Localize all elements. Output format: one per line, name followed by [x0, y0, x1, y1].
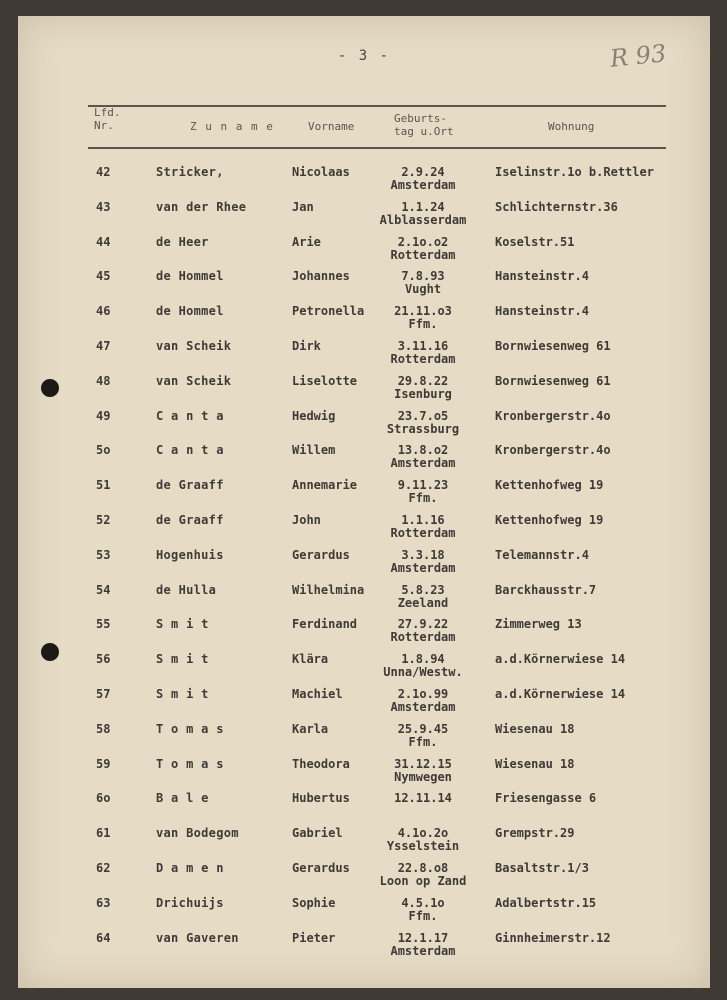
birth-cell [368, 827, 478, 853]
table-row [18, 410, 710, 445]
row-number: 44 [96, 234, 111, 249]
birth-place: Ffm. [408, 491, 438, 506]
row-number: 64 [96, 930, 111, 945]
address-cell: Bornwiesenweg 61 [495, 339, 611, 353]
header-birth: Geburts- tag u.Ort [394, 112, 454, 138]
table-row [18, 653, 710, 688]
firstname-cell: Dirk [292, 339, 321, 353]
row-number: 6o [96, 791, 111, 806]
surname-cell: van Scheik [156, 373, 232, 388]
birth-date: 21.11.o3 [394, 304, 452, 319]
birth-date: 1.8.94 [401, 652, 445, 667]
firstname-cell: Gerardus [292, 547, 350, 562]
birth-place: Strassburg [386, 421, 460, 436]
surname-cell: de Graaff [156, 478, 224, 493]
table-row [18, 827, 710, 862]
birth-cell [368, 410, 478, 436]
surname-cell: Stricker, [156, 165, 224, 179]
birth-place: Amsterdam [390, 560, 456, 575]
document-page [18, 16, 710, 988]
birth-cell [368, 723, 478, 749]
firstname-cell: Nicolaas [292, 165, 350, 179]
surname-cell: D a m e n [156, 861, 224, 875]
row-number: 42 [96, 165, 111, 179]
birth-cell [368, 758, 478, 784]
birth-cell [368, 549, 478, 575]
firstname-cell: Gerardus [292, 861, 350, 875]
address-cell: Hansteinstr.4 [495, 269, 589, 284]
firstname-cell: Hedwig [292, 408, 336, 423]
address-cell: Zimmerweg 13 [495, 617, 582, 632]
birth-date: 1.1.16 [401, 513, 445, 527]
birth-place: Zeeland [397, 595, 449, 610]
address-cell: a.d.Körnerwiese 14 [495, 652, 626, 667]
table-row [18, 897, 710, 932]
birth-cell [368, 236, 478, 262]
birth-place: Rotterdam [390, 352, 456, 366]
birth-cell [368, 270, 478, 296]
birth-date: 9.11.23 [397, 478, 449, 493]
surname-cell: S m i t [156, 687, 209, 701]
birth-date: 22.8.o8 [397, 861, 449, 875]
address-cell: Kronbergerstr.4o [495, 443, 611, 458]
surname-cell: T o m a s [156, 756, 224, 771]
table-row [18, 862, 710, 897]
firstname-cell: Willem [292, 443, 336, 458]
address-cell: Schlichternstr.36 [495, 199, 618, 214]
birth-date: 4.1o.2o [397, 826, 449, 841]
birth-place: Isenburg [394, 386, 452, 401]
firstname-cell: Petronella [292, 304, 365, 319]
header-home: Wohnung [548, 120, 595, 133]
table-row [18, 618, 710, 653]
surname-cell: S m i t [156, 652, 209, 667]
header-bottom-rule [88, 147, 666, 149]
table-row [18, 340, 710, 375]
surname-cell: S m i t [156, 617, 209, 632]
surname-cell: C a n t a [156, 443, 224, 458]
birth-date: 23.7.o5 [397, 408, 449, 423]
table-row [18, 270, 710, 305]
row-number: 49 [96, 408, 111, 423]
address-cell: Adalbertstr.15 [495, 895, 597, 910]
row-number: 57 [96, 687, 111, 701]
birth-cell [368, 584, 478, 610]
row-number: 59 [96, 756, 111, 771]
birth-place: Rotterdam [390, 247, 456, 262]
birth-date: 12.11.14 [394, 791, 452, 806]
table-row [18, 932, 710, 967]
surname-cell: van Scheik [156, 339, 232, 353]
firstname-cell: Theodora [292, 756, 350, 771]
header-top-rule [88, 105, 666, 107]
firstname-cell: John [292, 513, 321, 527]
birth-date: 7.8.93 [401, 269, 445, 284]
address-cell: Kettenhofweg 19 [495, 513, 604, 527]
address-cell: Friesengasse 6 [495, 791, 597, 806]
row-number: 54 [96, 582, 111, 597]
row-number: 45 [96, 269, 111, 284]
birth-date: 2.9.24 [401, 165, 445, 179]
table-row [18, 305, 710, 340]
birth-cell [368, 618, 478, 644]
surname-cell: Drichuijs [156, 895, 224, 910]
row-number: 62 [96, 861, 111, 875]
address-cell: Wiesenau 18 [495, 721, 575, 736]
firstname-cell: Hubertus [292, 791, 350, 806]
table-row [18, 514, 710, 549]
birth-date: 31.12.15 [394, 756, 452, 771]
row-number: 47 [96, 339, 111, 353]
birth-place: Alblasserdam [379, 212, 467, 227]
birth-cell [368, 653, 478, 679]
address-cell: Hansteinstr.4 [495, 304, 589, 319]
address-cell: Kronbergerstr.4o [495, 408, 611, 423]
birth-place: Ffm. [408, 317, 438, 332]
firstname-cell: Annemarie [292, 478, 358, 493]
table-row [18, 166, 710, 201]
table-row [18, 584, 710, 619]
page-number: - 3 - [337, 48, 391, 64]
birth-date: 2.1o.99 [397, 687, 449, 701]
address-cell: a.d.Körnerwiese 14 [495, 687, 626, 701]
row-number: 46 [96, 304, 111, 319]
birth-cell [368, 166, 478, 192]
surname-cell: de Heer [156, 234, 209, 249]
birth-cell [368, 375, 478, 401]
address-cell: Basaltstr.1/3 [495, 861, 589, 875]
birth-place: Nymwegen [394, 769, 452, 784]
header-nr: Lfd. Nr. [94, 106, 121, 132]
birth-date: 3.11.16 [397, 339, 449, 353]
table-row [18, 549, 710, 584]
surname-cell: T o m a s [156, 721, 224, 736]
birth-place: Ffm. [408, 908, 438, 923]
row-number: 61 [96, 826, 111, 841]
header-surname: Z u n a m e [190, 120, 274, 133]
birth-place: Amsterdam [390, 456, 456, 471]
table-row [18, 758, 710, 793]
firstname-cell: Gabriel [292, 826, 343, 841]
firstname-cell: Machiel [292, 687, 343, 701]
birth-place: Amsterdam [390, 178, 456, 192]
birth-cell [368, 862, 478, 888]
firstname-cell: Sophie [292, 895, 336, 910]
surname-cell: Hogenhuis [156, 547, 224, 562]
firstname-cell: Wilhelmina [292, 582, 365, 597]
header-firstname: Vorname [308, 120, 355, 133]
surname-cell: C a n t a [156, 408, 224, 423]
birth-date: 25.9.45 [397, 721, 449, 736]
address-cell: Wiesenau 18 [495, 756, 575, 771]
row-number: 56 [96, 652, 111, 667]
address-cell: Telemannstr.4 [495, 547, 589, 562]
surname-cell: B a l e [156, 791, 209, 806]
surname-cell: de Graaff [156, 513, 224, 527]
birth-cell [368, 479, 478, 505]
table-row [18, 375, 710, 410]
surname-cell: de Hulla [156, 582, 217, 597]
address-cell: Koselstr.51 [495, 234, 575, 249]
firstname-cell: Liselotte [292, 373, 358, 388]
birth-date: 1.1.24 [401, 199, 445, 214]
table-row [18, 201, 710, 236]
firstname-cell: Johannes [292, 269, 350, 284]
birth-date: 2.1o.o2 [397, 234, 449, 249]
row-number: 48 [96, 373, 111, 388]
address-cell: Grempstr.29 [495, 826, 575, 841]
birth-cell [368, 514, 478, 540]
firstname-cell: Arie [292, 234, 321, 249]
surname-cell: van Gaveren [156, 930, 239, 945]
birth-cell [368, 201, 478, 227]
birth-place: Ffm. [408, 734, 438, 749]
firstname-cell: Ferdinand [292, 617, 358, 632]
firstname-cell: Jan [292, 199, 314, 214]
firstname-cell: Pieter [292, 930, 336, 945]
birth-cell [368, 444, 478, 470]
row-number: 52 [96, 513, 111, 527]
birth-place: Rotterdam [390, 526, 456, 540]
birth-cell [368, 340, 478, 366]
birth-place: Amsterdam [390, 943, 456, 958]
birth-date: 13.8.o2 [397, 443, 449, 458]
row-number: 43 [96, 199, 111, 214]
address-cell: Ginnheimerstr.12 [495, 930, 611, 945]
row-number: 5o [96, 443, 111, 458]
birth-cell [368, 305, 478, 331]
birth-date: 27.9.22 [397, 617, 449, 632]
table-row [18, 792, 710, 827]
birth-date: 3.3.18 [401, 547, 445, 562]
address-cell: Iselinstr.1o b.Rettler [495, 165, 654, 179]
birth-place: Ysselstein [386, 839, 460, 854]
handwritten-reference: R 93 [608, 39, 668, 73]
firstname-cell: Karla [292, 721, 329, 736]
address-cell: Kettenhofweg 19 [495, 478, 604, 493]
surname-cell: de Hommel [156, 269, 224, 284]
table-row [18, 236, 710, 271]
birth-place: Amsterdam [390, 700, 456, 714]
table-row [18, 479, 710, 514]
row-number: 51 [96, 478, 111, 493]
birth-date: 4.5.1o [401, 895, 445, 910]
birth-date: 12.1.17 [397, 930, 449, 945]
address-cell: Barckhausstr.7 [495, 582, 597, 597]
birth-date: 5.8.23 [401, 582, 445, 597]
birth-date: 29.8.22 [397, 373, 449, 388]
row-number: 63 [96, 895, 111, 910]
birth-place: Rotterdam [390, 630, 456, 645]
row-number: 55 [96, 617, 111, 632]
surname-cell: van Bodegom [156, 826, 239, 841]
row-number: 58 [96, 721, 111, 736]
firstname-cell: Klära [292, 652, 329, 667]
birth-place: Loon op Zand [379, 874, 467, 888]
row-number: 53 [96, 547, 111, 562]
table-row [18, 688, 710, 723]
table-row [18, 444, 710, 479]
table-row [18, 723, 710, 758]
birth-place: Unna/Westw. [383, 665, 463, 680]
birth-cell [368, 792, 478, 805]
birth-cell [368, 897, 478, 923]
birth-cell [368, 932, 478, 958]
surname-cell: de Hommel [156, 304, 224, 319]
birth-cell [368, 688, 478, 714]
birth-place: Vught [404, 282, 442, 297]
surname-cell: van der Rhee [156, 199, 247, 214]
address-cell: Bornwiesenweg 61 [495, 373, 611, 388]
